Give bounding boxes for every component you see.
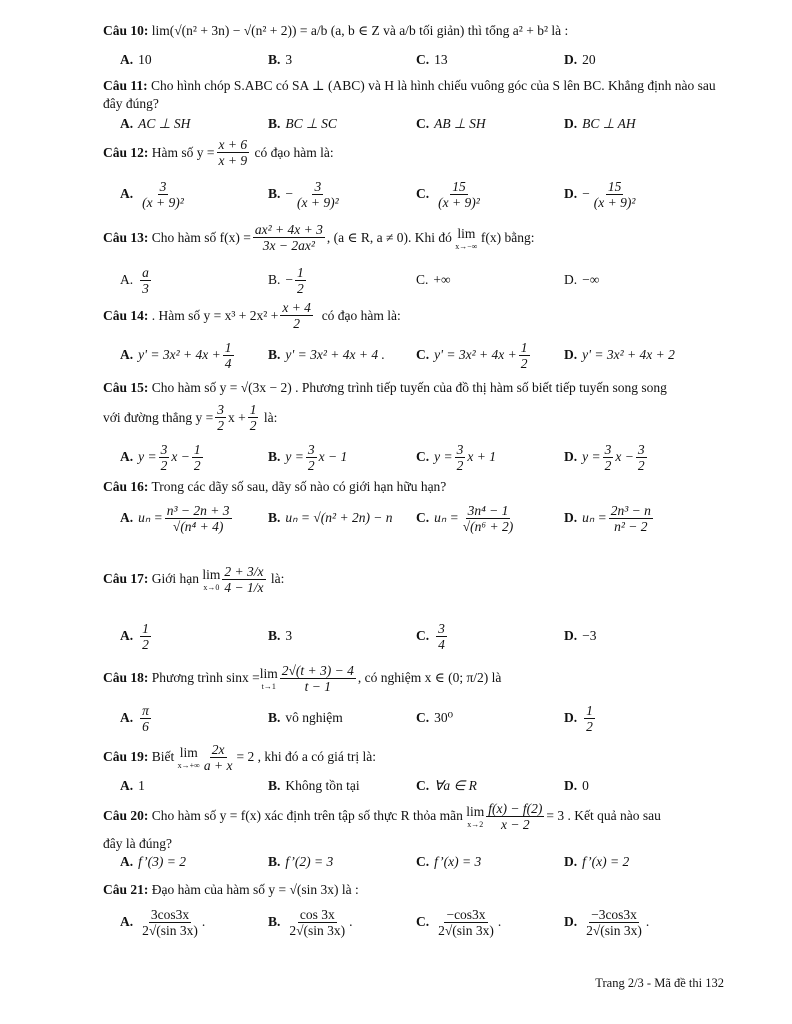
option-d[interactable]: D. y = $\frac{3}{2}$ x − $\frac{3}{2}$ xyxy=(564,441,645,473)
option-b[interactable]: B. uₙ = √(n² + 2n) − n xyxy=(268,510,393,525)
question-label: Câu 10: xyxy=(103,23,149,38)
question-21: Câu 21: Đạo hàm của hàm số y = √(sin 3x) là : xyxy=(103,882,359,897)
question-20: Câu 20: Cho hàm số y = f(x) xác định trên tập số thực R thỏa mãn lim x→2 $\frac{f(x) - f(2)}{x - 2}$ = 3 . Kết quả nào sau xyxy=(103,800,661,832)
option-c[interactable]: C. y' = 3x² + 4x + $\frac{1}{2}$ xyxy=(416,339,528,371)
option-a[interactable]: A. y' = 3x² + 4x + $\frac{1}{4}$ xyxy=(120,339,232,371)
option-b[interactable]: B. vô nghiệm xyxy=(268,710,343,725)
option-b[interactable]: B. 3 xyxy=(268,628,293,643)
option-b[interactable]: B. y' = 3x² + 4x + 4 . xyxy=(268,347,385,362)
option-d[interactable]: D. −3 xyxy=(564,628,597,643)
option-c[interactable]: C. f’(x) = 3 xyxy=(416,854,482,869)
option-a[interactable]: A. $\frac{3\cos 3x}{2√(\sin 3x)}$ . xyxy=(120,906,206,938)
option-c[interactable]: C. y = $\frac{3}{2}$ x + 1 xyxy=(416,441,496,473)
option-d[interactable]: D. f’(x) = 2 xyxy=(564,854,630,869)
option-c[interactable]: C. 30⁰ xyxy=(416,710,454,725)
question-15: Câu 15: Cho hàm số y = √(3x − 2) . Phương trình tiếp tuyến của đồ thị hàm số biết tiếp tuyến song song xyxy=(103,380,667,395)
option-a[interactable]: A. $\frac{a}{3}$ xyxy=(120,264,149,296)
question-19: Câu 19: Biết lim x→+∞ $\frac{2x}{a + x}$ = 2 , khi đó a có giá trị là: xyxy=(103,741,377,773)
option-a[interactable]: A. 1 xyxy=(120,778,145,793)
options-14 xyxy=(120,337,720,373)
option-b[interactable]: B. y = $\frac{3}{2}$ x − 1 xyxy=(268,441,348,473)
options-10 xyxy=(120,50,720,70)
option-c[interactable]: C. $\frac{15}{\text{(x + 9)²}}$ xyxy=(416,178,480,210)
option-d[interactable]: D. 0 xyxy=(564,778,589,793)
option-a[interactable]: A. f’(3) = 2 xyxy=(120,854,186,869)
option-d[interactable]: D. − $\frac{15}{\text{(x + 9)²}}$ xyxy=(564,178,636,210)
question-20-line2: đây là đúng? xyxy=(103,836,172,851)
question-17: Câu 17: Giới hạn lim x→0 $\frac{2 + 3/x}{4 - 1/x}$ là: xyxy=(103,563,285,595)
options-19 xyxy=(120,776,720,796)
option-a[interactable]: A. y = $\frac{3}{2}$ x − $\frac{1}{2}$ xyxy=(120,441,201,473)
question-10 xyxy=(103,22,725,40)
option-d[interactable]: D. y' = 3x² + 4x + 2 xyxy=(564,347,675,362)
question-12: Câu 12: Hàm số y = $\frac{x + 6}{x + 9}$ có đạo hàm là: xyxy=(103,137,334,168)
option-b[interactable]: B. − $\frac{3}{\text{(x + 9)²}}$ xyxy=(268,178,339,210)
option-a[interactable]: A. $\frac{3}{\text{(x + 9)²}}$ xyxy=(120,178,184,210)
option-a[interactable]: A. 10 xyxy=(120,52,152,67)
options-13 xyxy=(120,262,720,298)
option-c[interactable]: C. uₙ = $\frac{\text{3n⁴ − 1}}{\text{√(n⁶ + 2)}}$ xyxy=(416,502,514,534)
options-18 xyxy=(120,700,720,736)
option-d[interactable]: D. 20 xyxy=(564,52,596,67)
option-b[interactable]: B. 3 xyxy=(268,52,293,67)
option-d[interactable]: D. $\frac{1}{2}$ xyxy=(564,702,593,734)
option-c[interactable]: C. AB ⊥ SH xyxy=(416,116,486,131)
question-11: Câu 11: Cho hình chóp S.ABC có SA ⊥ (ABC) và H là hình chiếu vuông góc của S lên BC. Khẳng định nào sau đây đúng? xyxy=(103,78,716,111)
option-c[interactable]: C. $\frac{-\cos 3x}{2√(\sin 3x)}$ . xyxy=(416,906,502,938)
option-b[interactable]: B. f’(2) = 3 xyxy=(268,854,334,869)
options-15 xyxy=(120,440,720,474)
option-c[interactable]: C. ∀a ∈ R xyxy=(416,778,477,793)
page-footer: Trang 2/3 - Mã đề thi 132 xyxy=(595,976,724,990)
question-stem: lim(√(n² + 3n) − √(n² + 2)) = a/b (a, b ∈ Z và a/b tối giản) thì tổng a² + b² là : xyxy=(151,23,569,38)
option-c[interactable]: C. $\frac{3}{4}$ xyxy=(416,620,445,652)
option-d[interactable]: D. −∞ xyxy=(564,272,600,287)
option-b[interactable]: B. Không tồn tại xyxy=(268,778,360,793)
options-17 xyxy=(120,618,720,654)
option-d[interactable]: D. uₙ = $\frac{\text{2n³ − n}}{\text{n² − 2}}$ xyxy=(564,502,651,534)
option-c[interactable]: C. +∞ xyxy=(416,272,451,287)
options-11 xyxy=(120,114,720,134)
option-c[interactable]: C. 13 xyxy=(416,52,448,67)
option-a[interactable]: A. $\frac{1}{2}$ xyxy=(120,620,149,652)
question-14: Câu 14: . Hàm số y = x³ + 2x² + $\frac{x + 4}{2}$ có đạo hàm là: xyxy=(103,300,401,331)
question-13: Câu 13: Cho hàm số f(x) = $\frac{\text{ax² + 4x + 3}}{\text{3x − 2ax²}}$ , (a ∈ R, a ≠ 0). Khi đó lim x→−∞ f(x) bằng: xyxy=(103,222,535,253)
option-d[interactable]: D. BC ⊥ AH xyxy=(564,116,636,131)
options-20 xyxy=(120,852,720,872)
question-15-line2: với đường thẳng y = $\frac{3}{2}$ x + $\frac{1}{2}$ là: xyxy=(103,402,278,433)
option-d[interactable]: D. $\frac{-3\cos 3x}{2√(\sin 3x)}$ . xyxy=(564,906,650,938)
options-21 xyxy=(120,902,720,942)
question-16: Câu 16: Trong các dãy số sau, dãy số nào có giới hạn hữu hạn? xyxy=(103,479,447,494)
option-b[interactable]: B. $\frac{\cos 3x}{2√(\sin 3x)}$ . xyxy=(268,906,353,938)
options-16 xyxy=(120,498,720,538)
option-a[interactable]: A. uₙ = $\frac{\text{n³ − 2n + 3}}{\text{√(n⁴ + 4)}}$ xyxy=(120,502,230,534)
option-a[interactable]: A. AC ⊥ SH xyxy=(120,116,191,131)
option-a[interactable]: A. $\frac{\pi}{6}$ xyxy=(120,702,149,734)
options-12 xyxy=(120,174,720,214)
question-18: Câu 18: Phương trình sinx = lim t→1 $\frac{2√(t + 3) - 4}{t - 1}$ , có nghiệm x ∈ (0; π/2) là xyxy=(103,662,502,694)
option-b[interactable]: B. BC ⊥ SC xyxy=(268,116,337,131)
option-b[interactable]: B. − $\frac{1}{2}$ xyxy=(268,264,304,296)
